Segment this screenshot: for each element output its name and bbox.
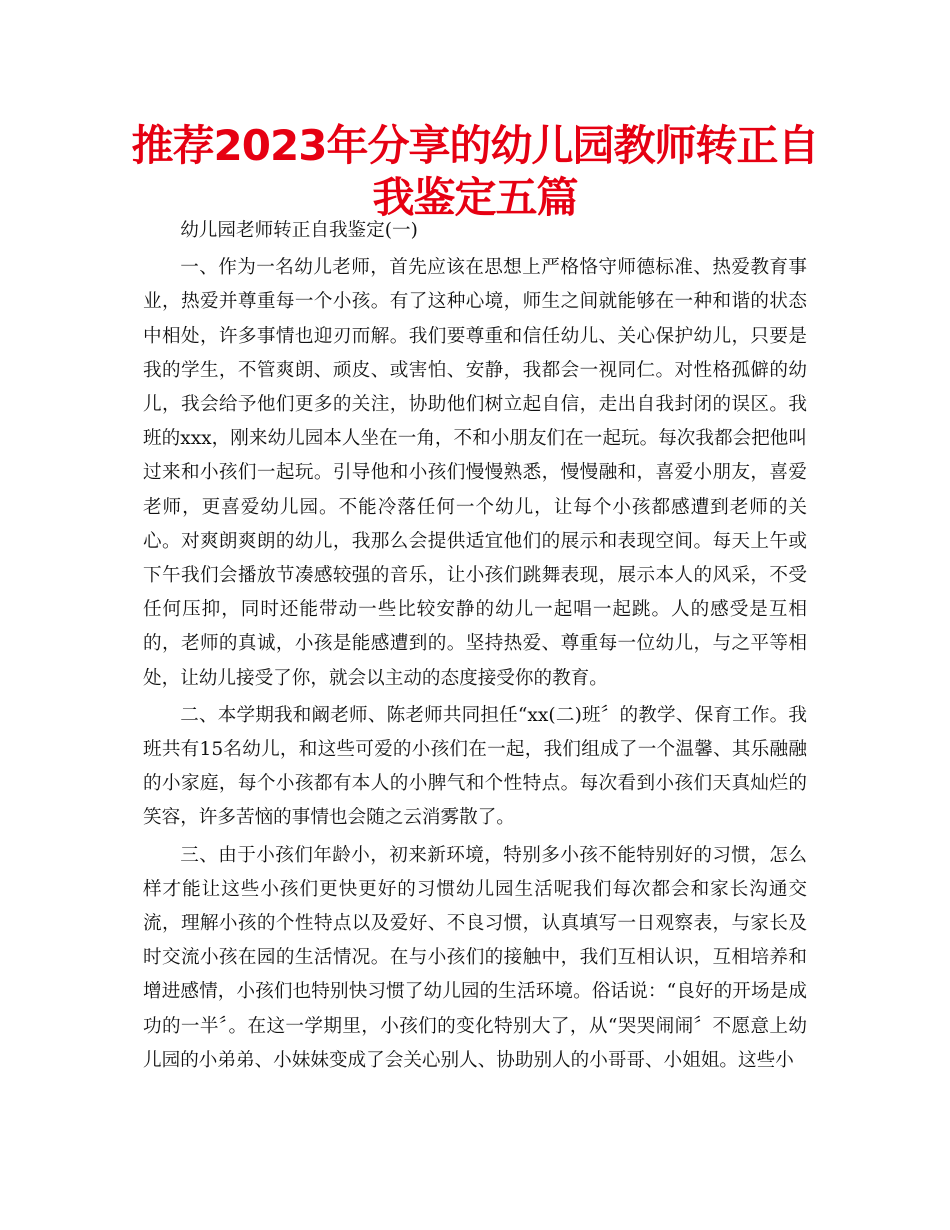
document-title: 推荐2023年分享的幼儿园教师转正自我鉴定五篇 — [131, 121, 819, 222]
paragraph-2: 二、本学期我和阚老师、陈老师共同担任“xx(二)班〞的教学、保育工作。我班共有15名幼儿，和这些可爱的小孩们在一起，我们组成了一个温馨、其乐融融的小家庭，每个小孩都有本人的小脾气和个性特点。每次看到小孩们天真灿烂的笑容，许多苦恼的事情也会随之云消雾散了。 — [143, 704, 807, 829]
paragraph-1: 一、作为一名幼儿老师，首先应该在思想上严格恪守师德标准、热爱教育事业，热爱并尊重每一个小孩。有了这种心境，师生之间就能够在一种和谐的状态中相处，许多事情也迎刃而解。我们要尊重和信任幼儿、关心保护幼儿，只要是我的学生，不管爽朗、顽皮、或害怕、安静，我都会一视同仁。对性格孤僻的幼儿，我会给予他们更多的关注，协助他们树立起自信，走出自我封闭的误区。我班的xxx，刚来幼儿园本人坐在一角，不和小朋友们在一起玩。每次我都会把他叫过来和小孩们一起玩。引导他和小孩们慢慢熟悉，慢慢融和，喜爱小朋友，喜爱老师，更喜爱幼儿园。不能冷落任何一个幼儿，让每个小孩都感遭到老师的关心。对爽朗爽朗的幼儿，我那么会提供适宜他们的展示和表现空间。每天上午或下午我们会播放节凑感较强的音乐，让小孩们跳舞表现，展示本人的风采，不受任何压抑，同时还能带动一些比较安静的幼儿一起唱一起跳。人的感受是互相的，老师的真诚，小孩是能感遭到的。坚持热爱、尊重每一位幼儿，与之平等相处，让幼儿接受了你，就会以主动的态度接受你的教育。 — [143, 257, 807, 689]
section-heading: 幼儿园老师转正自我鉴定(一) — [180, 220, 418, 241]
paragraph-3: 三、由于小孩们年龄小，初来新环境，特别多小孩不能特别好的习惯，怎么样才能让这些小孩们更快更好的习惯幼儿园生活呢我们每次都会和家长沟通交流，理解小孩的个性特点以及爱好、不良习惯，认真填写一日观察表，与家长及时交流小孩在园的生活情况。在与小孩们的接触中，我们互相认识，互相培养和增进感情，小孩们也特别快习惯了幼儿园的生活环境。俗话说：“良好的开场是成功的一半〞。在这一学期里，小孩们的变化特别大了，从“哭哭闹闹〞不愿意上幼儿园的小弟弟、小妹妹变成了会关心别人、协助别人的小哥哥、小姐姐。这些小 — [143, 844, 807, 1071]
document-body — [143, 214, 807, 1081]
